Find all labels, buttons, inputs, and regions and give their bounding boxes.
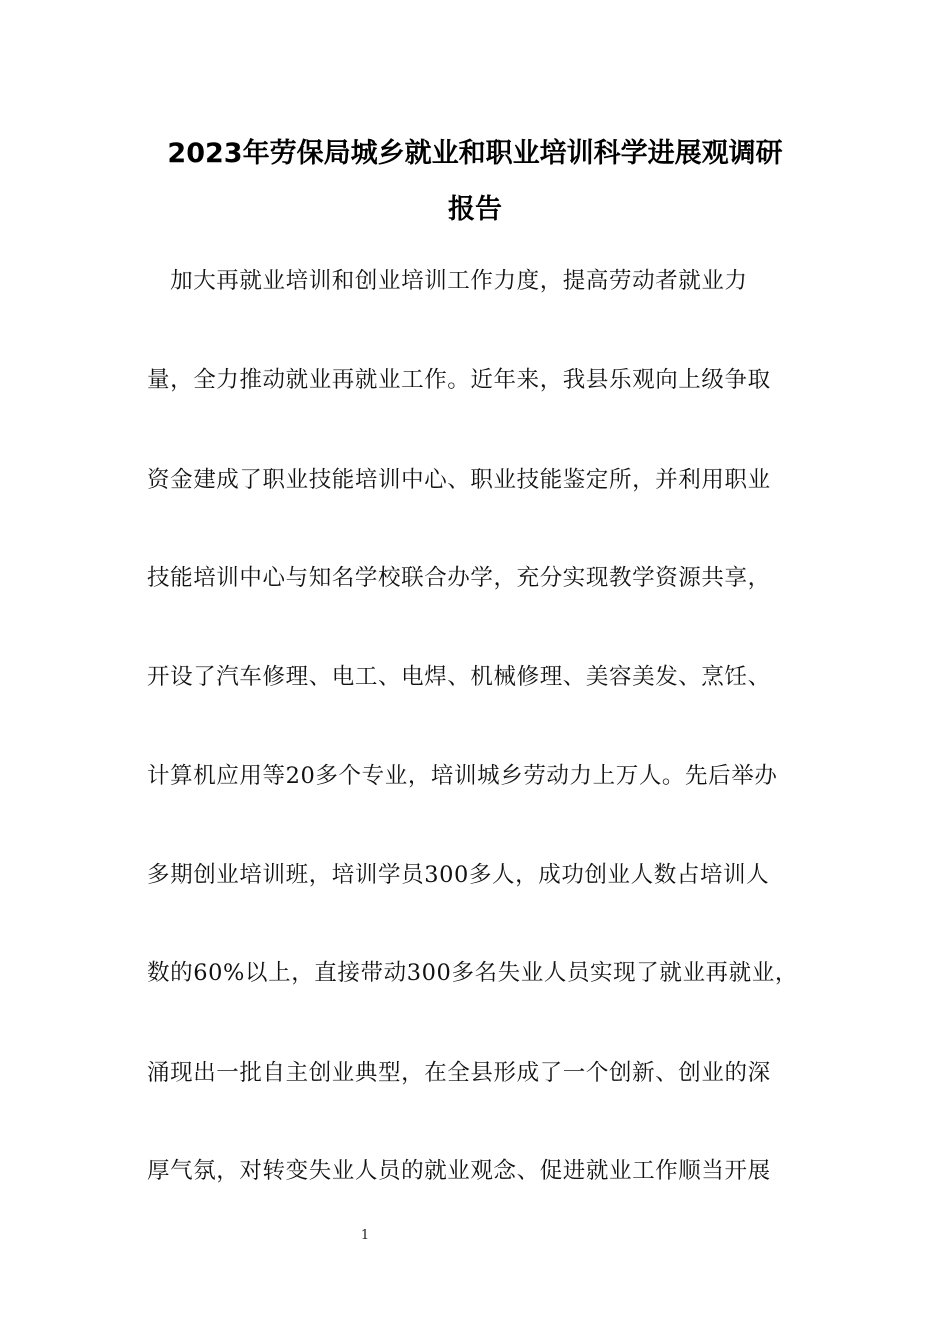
body-text-line-7: 多期创业培训班，培训学员300多人，成功创业人数占培训人: [147, 862, 770, 888]
body-text-line-3: 资金建成了职业技能培训中心、职业技能鉴定所，并利用职业: [147, 467, 771, 493]
body-text-line-9: 涌现出一批自主创业典型，在全县形成了一个创新、创业的深: [147, 1060, 771, 1086]
body-text-line-10: 厚气氛，对转变失业人员的就业观念、促进就业工作顺当开展: [147, 1158, 771, 1184]
body-text-line-8: 数的60%以上，直接带动300多名失业人员实现了就业再就业，: [147, 960, 798, 986]
page-number: 1: [360, 1228, 370, 1243]
document-title-line-1: 2023年劳保局城乡就业和职业培训科学进展观调研: [167, 138, 783, 169]
document-title-line-2: 报告: [448, 194, 502, 225]
body-text-line-4: 技能培训中心与知名学校联合办学，充分实现教学资源共享，: [147, 565, 771, 591]
body-text-line-6: 计算机应用等20多个专业，培训城乡劳动力上万人。先后举办: [147, 763, 778, 789]
body-text-line-1: 加大再就业培训和创业培训工作力度，提高劳动者就业力: [147, 268, 748, 294]
body-text-line-5: 开设了汽车修理、电工、电焊、机械修理、美容美发、烹饪、: [147, 664, 771, 690]
body-text-line-2: 量，全力推动就业再就业工作。近年来，我县乐观向上级争取: [147, 367, 771, 393]
